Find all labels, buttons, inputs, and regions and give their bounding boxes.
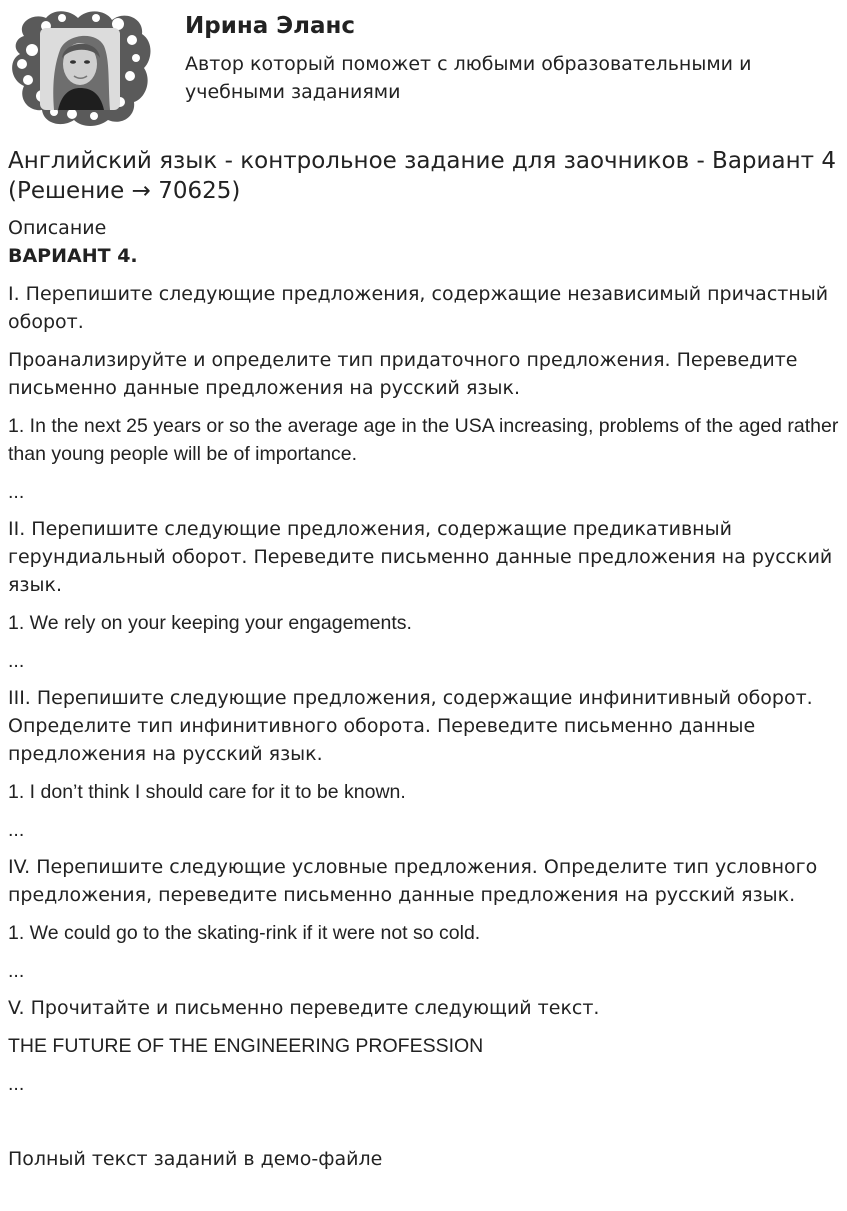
ellipsis-4: ... [8,960,25,982]
demo-file-note: Полный текст заданий в демо-файле [8,1148,383,1170]
ellipsis-1: ... [8,481,25,503]
author-header [0,0,847,140]
author-description: Автор который поможет с любыми образовательными и учебными заданиями [185,53,752,103]
author-name[interactable]: Ирина Эланс [185,13,356,39]
task-section-1-instruction: Проанализируйте и определите тип придаточного предложения. Переведите письменно данные предложения на русский язык. [8,349,798,399]
ellipsis-3: ... [8,819,25,841]
spacer [8,1107,840,1145]
task-section-3-heading: III. Перепишите следующие предложения, содержащие инфинитивный оборот. Определите тип инфинитивного оборота. Переведите письменно данные предложения на русский язык. [8,687,813,765]
variant-heading: ВАРИАНТ 4. [8,245,138,267]
page-title: Английский язык - контрольное задание для заочников - Вариант 4 (Решение → 70625) [8,148,836,204]
task-content [8,146,840,1183]
task-section-5-heading: V. Прочитайте и письменно переведите следующий текст. [8,997,600,1019]
ellipsis-5: ... [8,1073,25,1095]
task-section-4-example: 1. We could go to the skating-rink if it were not so cold. [8,922,481,944]
task-section-2-example: 1. We rely on your keeping your engagements. [8,612,412,634]
task-section-1-heading: I. Перепишите следующие предложения, содержащие независимый причастный оборот. [8,283,829,333]
description-label: Описание [8,217,107,239]
author-avatar[interactable] [6,6,152,128]
task-section-3-example: 1. I don’t think I should care for it to be known. [8,781,406,803]
task-section-5-text-title: THE FUTURE OF THE ENGINEERING PROFESSION [8,1035,484,1057]
task-section-1-example: 1. In the next 25 years or so the average age in the USA increasing, problems of the aged rather than young people will be of importance. [8,415,839,465]
ellipsis-2: ... [8,650,25,672]
author-photo [40,28,120,110]
task-section-2-heading: II. Перепишите следующие предложения, содержащие предикативный герундиальный оборот. Переведите письменно данные предложения на русский язык. [8,518,833,596]
task-section-4-heading: IV. Перепишите следующие условные предложения. Определите тип условного предложения, переведите письменно данные предложения на русский язык. [8,856,818,906]
